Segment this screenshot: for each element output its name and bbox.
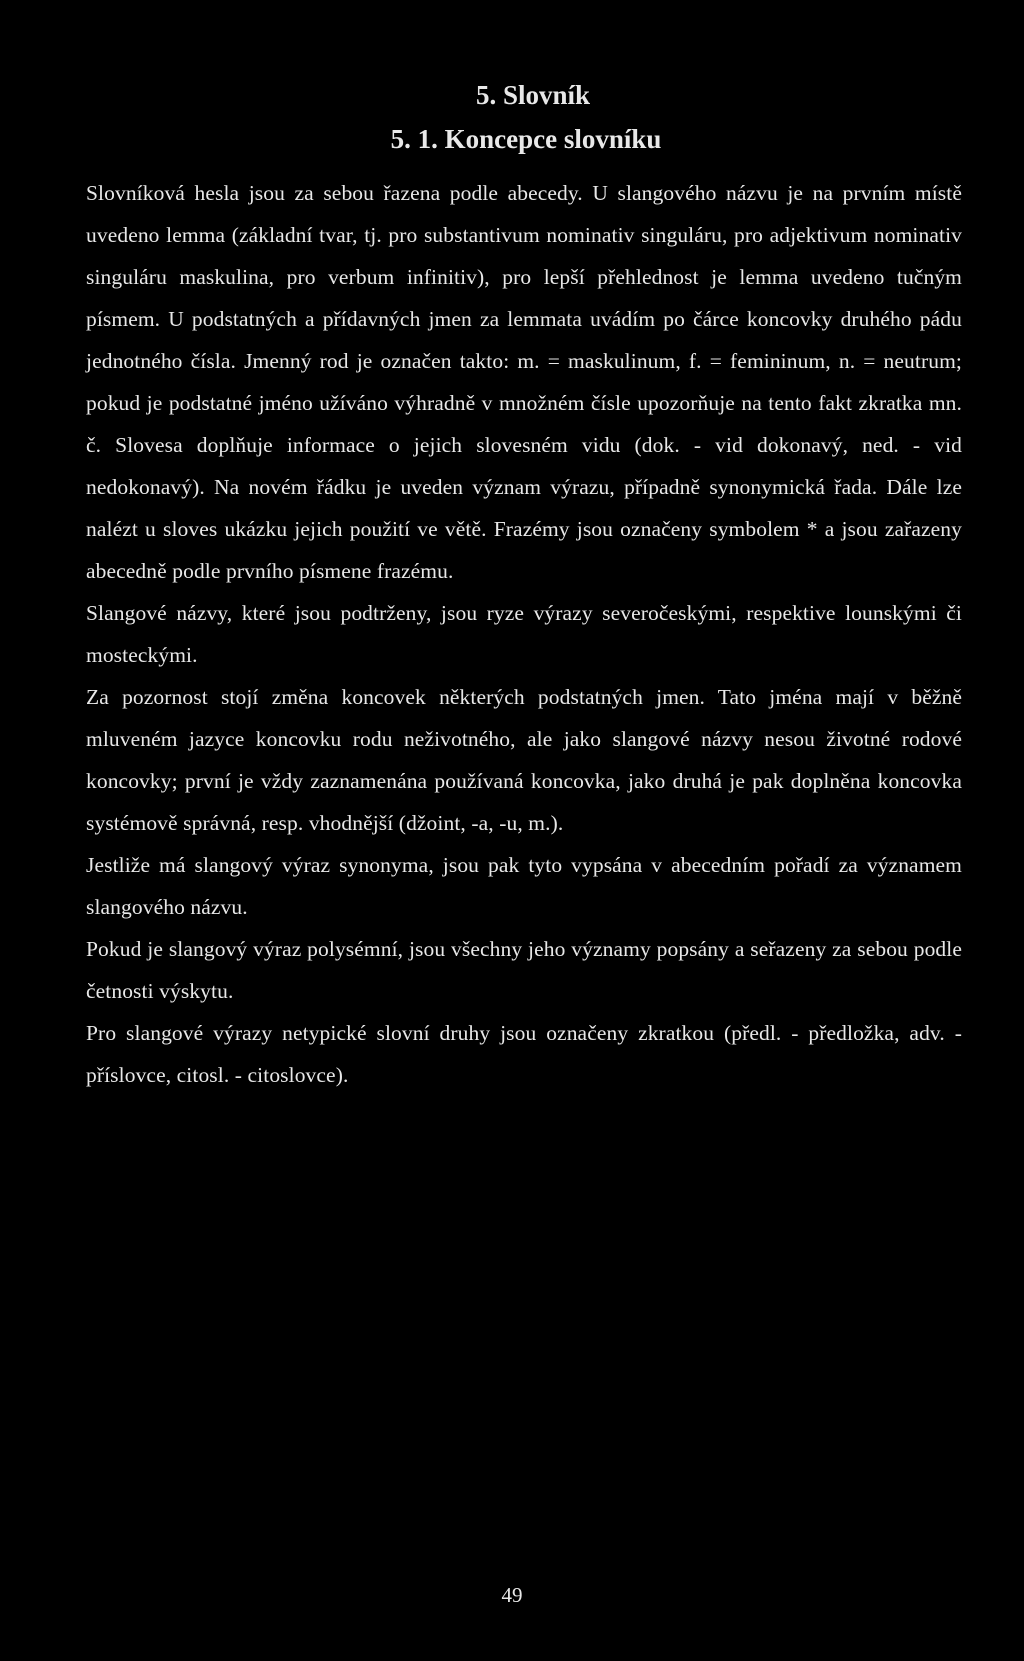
paragraph-noun-endings: Za pozornost stojí změna koncovek některých podstatných jmen. Tato jména mají v běžně mluveném jazyce koncovku rodu neživotného, ale jako slangové názvy nesou životné rodové koncovky; první je vždy zaznamenána používaná koncovka, jako druhá je pak doplněna koncovka systémově správná, resp. vhodnější (džoint, -a, -u, m.). (86, 685, 962, 835)
document-page (86, 78, 962, 1096)
section-title: 5. 1. Koncepce slovníku (390, 124, 662, 154)
paragraph-word-classes: Pro slangové výrazy netypické slovní druhy jsou označeny zkratkou (předl. - předložka, adv. -příslovce, citosl. - citoslovce). (86, 1021, 962, 1087)
body-text (86, 172, 962, 1096)
paragraph-entries-intro: Slovníková hesla jsou za sebou řazena podle abecedy. U slangového názvu je na prvním místě uvedeno lemma (základní tvar, tj. pro substantivum nominativ singuláru, pro adjektivum nominativ singuláru maskulina, pro verbum infinitiv), pro lepší přehlednost je lemma uvedeno tučným písmem. U podstatných a přídavných jmen za lemmata uvádím po čárce koncovky druhého pádu jednotného čísla. Jmenný rod je označen takto: m. = maskulinum, f. = femininum, n. = neutrum; pokud je podstatné jméno užíváno výhradně v množném čísle upozorňuje na tento fakt zkratka mn. č. Slovesa doplňuje informace o jejich slovesném vidu (dok. - vid dokonavý, ned. - vid nedokonavý). Na novém řádku je uveden význam výrazu, případně synonymická řada. Dále lze nalézt u sloves ukázku jejich použití ve větě. Frazémy jsou označeny symbolem * a jsou zařazeny abecedně podle prvního písmene frazému. (86, 181, 962, 583)
page-number: 49 (501, 1583, 523, 1607)
paragraph-synonyms: Jestliže má slangový výraz synonyma, jsou pak tyto vypsána v abecedním pořadí za významem slangového názvu. (86, 853, 962, 919)
chapter-title: 5. Slovník (475, 80, 591, 110)
paragraph-underlined-names: Slangové názvy, které jsou podtrženy, jsou ryze výrazy severočeskými, respektive lounskými či mosteckými. (86, 601, 962, 667)
paragraph-polysemy: Pokud je slangový výraz polysémní, jsou všechny jeho významy popsány a seřazeny za sebou podle četnosti výskytu. (86, 937, 962, 1003)
